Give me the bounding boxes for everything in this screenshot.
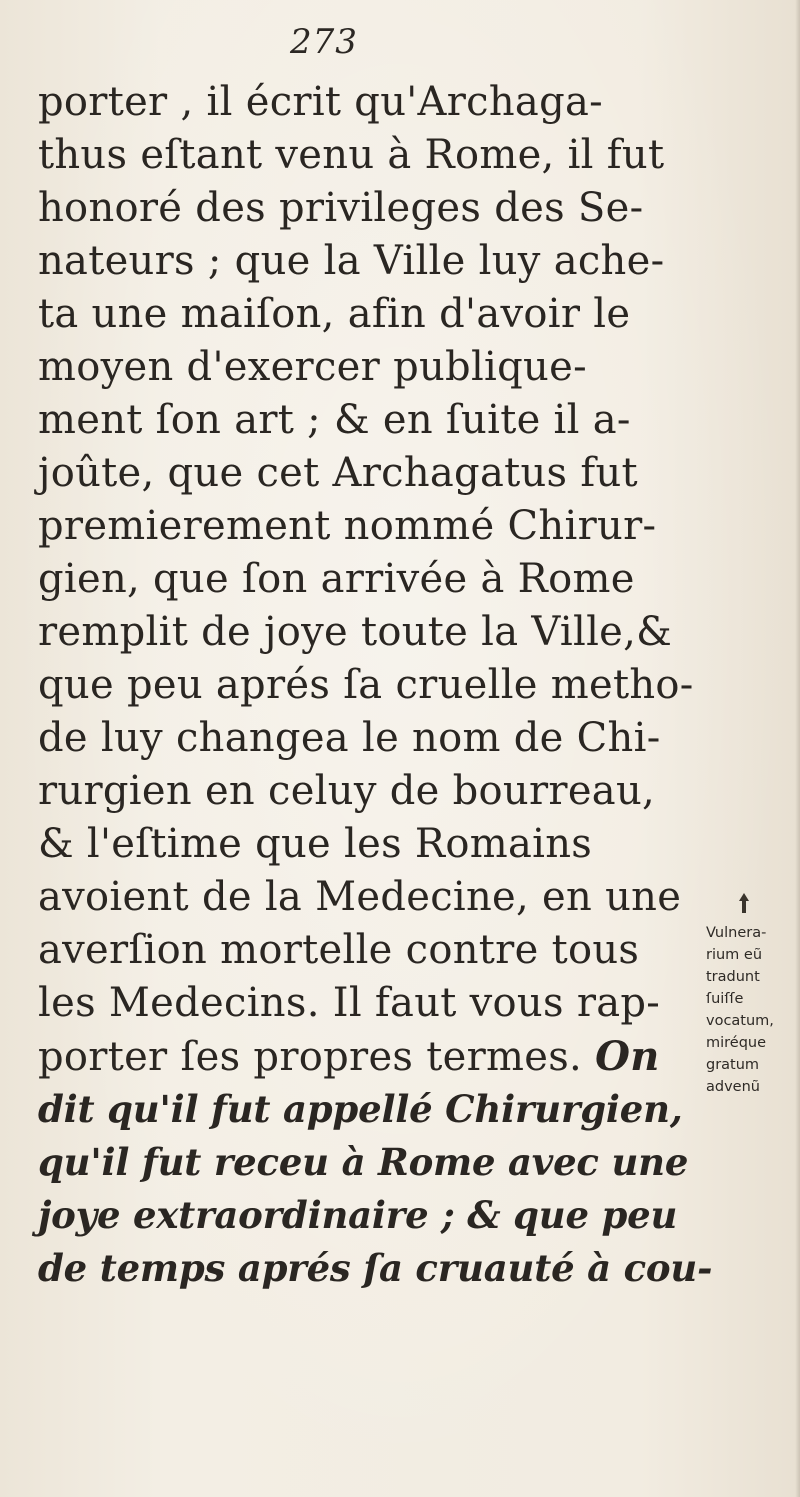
text-line: averſion mortelle contre tous: [38, 927, 640, 973]
text-line: remplit de joye toute la Ville,&: [38, 609, 673, 655]
margin-note-line: ſuiſſe: [706, 991, 744, 1007]
margin-note: [706, 922, 798, 1098]
text-line-mixed: [38, 1030, 738, 1083]
text-line: rurgien en celuy de bourreau,: [38, 768, 656, 814]
text-line: joûte, que cet Archagatus fut: [38, 450, 638, 496]
text-line: thus eſtant venu à Rome, il fut: [38, 132, 665, 178]
margin-note-line: rium eũ: [706, 947, 763, 963]
text-line-roman: porter ſes propres termes.: [38, 1034, 583, 1080]
italic-quote-line: joye extraordinaire ; & que peu: [38, 1193, 678, 1237]
text-line: ment ſon art ; & en ſuite il a-: [38, 397, 631, 443]
text-line: que peu aprés ſa cruelle metho-: [38, 662, 694, 708]
text-line: gien, que ſon arrivée à Rome: [38, 556, 635, 602]
text-line: moyen d'exercer publique-: [38, 344, 587, 390]
margin-note-line: miréque: [706, 1035, 767, 1051]
text-line: nateurs ; que la Ville luy ache-: [38, 238, 665, 284]
italic-quote-line: de temps aprés ſa cruauté à cou-: [38, 1246, 713, 1290]
italic-quote-line: qu'il fut receu à Rome avec une: [38, 1140, 689, 1184]
margin-note-line: tradunt: [706, 969, 760, 985]
text-line: ta une maiſon, afin d'avoir le: [38, 291, 631, 337]
main-text-block: [38, 76, 738, 1295]
margin-note-line: advenũ: [706, 1079, 760, 1095]
margin-note-line: vocatum,: [706, 1013, 774, 1029]
text-line-italic-tail: On: [595, 1033, 660, 1080]
margin-note-line: gratum: [706, 1057, 760, 1073]
text-line: premierement nommé Chirur-: [38, 503, 657, 549]
page-number: 273: [290, 22, 358, 62]
italic-quote-line: dit qu'il fut appellé Chirurgien,: [38, 1087, 683, 1131]
text-line: honoré des privileges des Se-: [38, 185, 644, 231]
text-line: les Medecins. Il faut vous rap-: [38, 980, 661, 1026]
text-line: de luy changea le nom de Chi-: [38, 715, 661, 761]
text-line: & l'eſtime que les Romains: [38, 821, 593, 867]
text-line: avoient de la Medecine, en une: [38, 874, 682, 920]
page-edge-shadow: [795, 0, 800, 1497]
manicule-mark-icon: [737, 893, 751, 913]
margin-note-line: Vulnera-: [706, 925, 767, 941]
text-line: porter , il écrit qu'Archaga-: [38, 79, 603, 125]
